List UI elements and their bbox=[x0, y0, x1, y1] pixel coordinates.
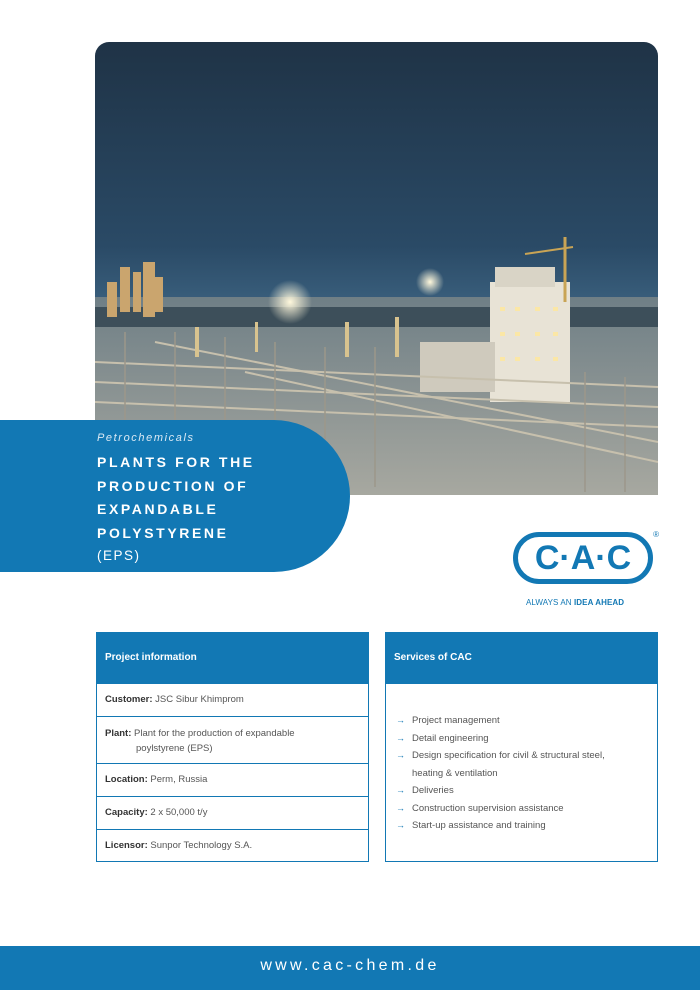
list-item bbox=[396, 747, 657, 765]
capacity-value: 2 x 50,000 t/y bbox=[150, 807, 208, 818]
customer-label: Customer: bbox=[105, 694, 153, 705]
title-line-2: PRODUCTION OF bbox=[97, 477, 249, 494]
services-list bbox=[386, 684, 657, 835]
logo-ring bbox=[513, 532, 653, 584]
arrow-right-icon: → bbox=[396, 802, 405, 813]
title-line-1: PLANTS FOR THE bbox=[97, 454, 255, 470]
service-label: Detail engineering bbox=[412, 732, 489, 744]
service-label: Design specification for civil & structural steel, bbox=[412, 750, 605, 761]
cac-logo bbox=[511, 530, 659, 610]
tagline-prefix: ALWAYS AN bbox=[526, 598, 574, 607]
customer-value: JSC Sibur Khimprom bbox=[155, 694, 244, 705]
list-item bbox=[396, 800, 657, 818]
service-label: Construction supervision assistance bbox=[412, 802, 564, 814]
website-link[interactable]: www.cac-chem.de bbox=[260, 957, 440, 974]
capacity-label: Capacity: bbox=[105, 807, 148, 818]
services-heading: Services of CAC bbox=[386, 633, 657, 684]
title-line-4: POLYSTYRENE bbox=[97, 524, 229, 541]
arrow-right-icon: → bbox=[396, 785, 405, 795]
registered-mark: ® bbox=[653, 530, 659, 539]
service-label: heating & ventilation bbox=[412, 767, 498, 779]
service-label: Project management bbox=[412, 715, 500, 726]
location-value: Perm, Russia bbox=[150, 774, 208, 785]
arrow-right-icon: → bbox=[396, 750, 405, 760]
plant-row bbox=[97, 717, 368, 764]
project-info-panel bbox=[96, 632, 369, 862]
logo-tagline bbox=[526, 598, 624, 607]
list-item bbox=[396, 817, 657, 835]
list-item bbox=[396, 782, 657, 800]
project-info-heading: Project information bbox=[97, 633, 368, 684]
licensor-value: Sunpor Technology S.A. bbox=[150, 840, 253, 851]
plant-value-line1: Plant for the production of expandable bbox=[134, 728, 295, 739]
licensor-label: Licensor: bbox=[105, 840, 148, 851]
list-item bbox=[396, 712, 657, 730]
arrow-right-icon: → bbox=[396, 820, 405, 830]
arrow-right-icon: → bbox=[396, 732, 405, 743]
list-item bbox=[396, 730, 657, 748]
customer-row bbox=[97, 684, 368, 717]
capacity-row bbox=[97, 797, 368, 830]
title-line-3: EXPANDABLE bbox=[97, 501, 219, 517]
logo-text: C·A·C bbox=[534, 538, 632, 577]
footer-bar bbox=[0, 946, 700, 990]
plant-label: Plant: bbox=[105, 728, 132, 739]
service-label: Deliveries bbox=[412, 785, 454, 796]
title-tab bbox=[0, 420, 350, 572]
location-row bbox=[97, 764, 368, 797]
services-panel bbox=[385, 632, 658, 862]
list-item-continuation bbox=[396, 765, 657, 783]
category-label: Petrochemicals bbox=[97, 432, 195, 444]
service-label: Start-up assistance and training bbox=[412, 820, 546, 831]
arrow-right-icon: → bbox=[396, 715, 405, 725]
plant-value-line2: poylstyrene (EPS) bbox=[136, 743, 213, 754]
licensor-row bbox=[97, 830, 368, 862]
location-label: Location: bbox=[105, 774, 148, 785]
tagline-bold: IDEA AHEAD bbox=[573, 598, 625, 607]
title-subtitle: (EPS) bbox=[97, 548, 141, 563]
